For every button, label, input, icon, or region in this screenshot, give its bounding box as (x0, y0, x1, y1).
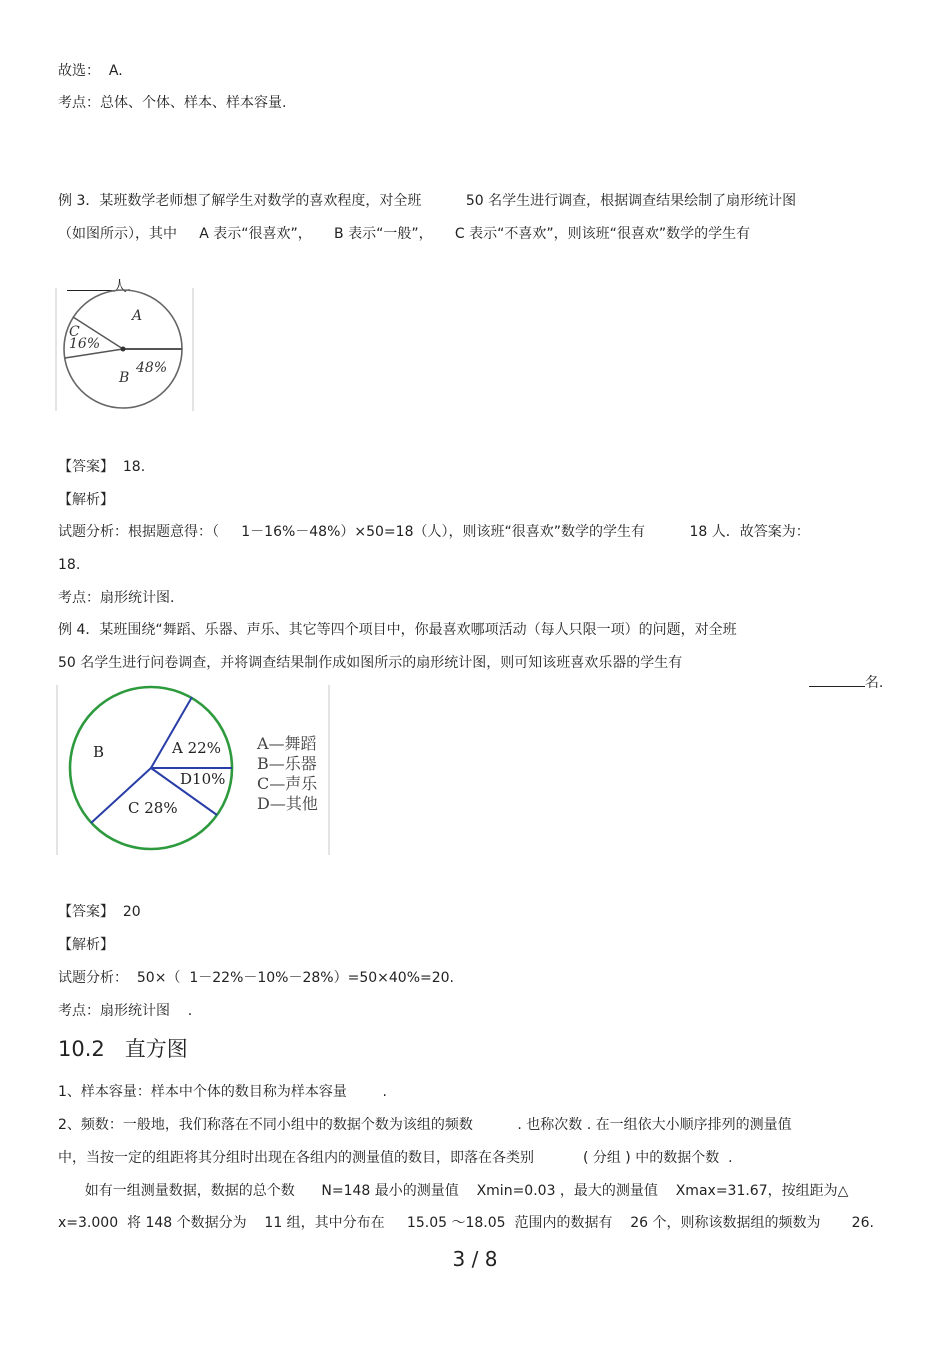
topic-line-1: 考点：总体、个体、样本、样本容量. (58, 95, 287, 111)
slice-label-c: C (69, 324, 80, 340)
definition-line-1: 1、样本容量：样本中个体的数目称为样本容量 . (58, 1084, 387, 1100)
slice-pct-c: 16% (69, 336, 101, 352)
analysis-heading-1: 【解析】 (58, 492, 114, 508)
legend-item-d: D—其他 (257, 794, 318, 813)
pie-divider (151, 697, 192, 768)
example-4-line-2-end-text: 名. (864, 675, 884, 691)
slice-label-d: D10% (180, 770, 226, 788)
legend-item-b: B—乐器 (257, 754, 317, 773)
topic-line-2: 考点：扇形统计图. (58, 590, 175, 606)
legend-item-a: A—舞蹈 (257, 734, 317, 753)
answer-line-2: 【答案】 20 (58, 904, 141, 920)
section-heading: 10.2 直方图 (58, 1037, 188, 1061)
analysis-line-1: 试题分析：根据题意得：（ 1－16%－48%）×50=18（人），则该班“很喜欢”数学的学生有 18 人．故答案为： (58, 524, 810, 540)
analysis-line-2: 18. (58, 557, 81, 573)
answer-blank (809, 672, 865, 687)
topic-line-3: 考点：扇形统计图 . (58, 1003, 193, 1019)
pie-chart-figure-1 (55, 286, 197, 414)
example-line-1: 如有一组测量数据，数据的总个数 N=148 最小的测量值 Xmin=0.03 ，最大的测量值 Xmax=31.67，按组距为△ (58, 1183, 849, 1199)
example-3-line-3-text: 人. (112, 279, 132, 295)
definition-line-2: 2、频数：一般地，我们称落在不同小组中的数据个数为该组的频数 . 也称次数 . 在一组依大小顺序排列的测量值 (58, 1117, 792, 1133)
slice-label-b: B (119, 370, 130, 386)
legend-item-c: C—声乐 (257, 774, 318, 793)
pie-center (121, 347, 126, 352)
slice-pct-b: 48% (136, 360, 168, 376)
slice-label-a: A 22% (172, 739, 221, 757)
example-line-2: x=3.000 将 148 个数据分为 11 组，其中分布在 15.05 ～18.05 范围内的数据有 26 个，则称该数据组的频数为 26. (58, 1215, 874, 1231)
answer-line-1: 【答案】 18. (58, 459, 146, 475)
analysis-line-3: 试题分析： 50×（ 1－22%－10%－28%）=50×40%=20. (58, 970, 454, 986)
example-3-line-2: （如图所示），其中 A 表示“很喜欢”， B 表示“一般”， C 表示“不喜欢”，则该班“很喜欢”数学的学生有 (58, 226, 751, 242)
pie-chart-figure-2 (55, 683, 333, 858)
answer-choice-line: 故选： A. (58, 63, 123, 79)
analysis-heading-2: 【解析】 (58, 937, 114, 953)
page-number: 3 / 8 (452, 1247, 498, 1271)
example-4-line-2: 50 名学生进行问卷调查，并将调查结果制作成如图所示的扇形统计图，则可知该班喜欢乐器的学生有 (58, 655, 683, 671)
example-3-line-1: 例 3．某班数学老师想了解学生对数学的喜欢程度，对全班 50 名学生进行调查，根据调查结果绘制了扇形统计图 (58, 193, 797, 209)
slice-label-c: C 28% (128, 799, 178, 817)
definition-line-3: 中，当按一定的组距将其分组时出现在各组内的测量值的数目，即落在各类别 ( 分组 ) 中的数据个数 . (58, 1150, 733, 1166)
example-4-line-2-end (800, 654, 883, 692)
slice-label-b: B (93, 743, 105, 761)
example-4-line-1: 例 4．某班围绕“舞蹈、乐器、声乐、其它等四个项目中，你最喜欢哪项活动（每人只限一项）的问题，对全班 (58, 622, 737, 638)
slice-label-a: A (132, 308, 143, 324)
